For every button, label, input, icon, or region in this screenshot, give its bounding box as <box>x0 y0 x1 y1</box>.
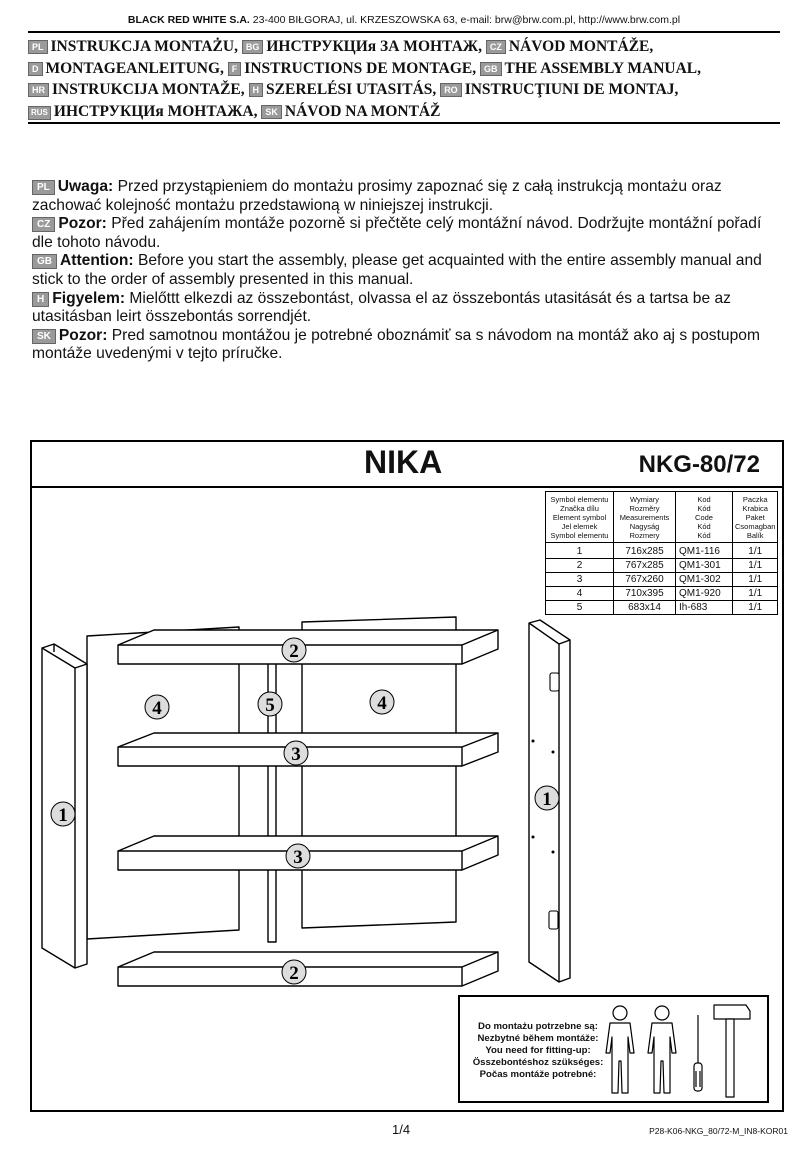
manual-titles <box>28 36 788 122</box>
lang-tag: PL <box>32 180 55 195</box>
svg-text:2: 2 <box>289 963 299 984</box>
header-code: Kod Kód Code Kód Kód <box>676 492 733 543</box>
lang-tag: PL <box>28 40 48 54</box>
title-text: THE ASSEMBLY MANUAL, <box>504 59 702 77</box>
title-text: MONTAGEANLEITUNG, <box>45 59 224 77</box>
title-text: ИНСТРУКЦИя ЗА МОНТАЖ, <box>266 38 483 55</box>
product-name: NIKA <box>364 444 443 480</box>
title-text: NÁVOD MONTÁŽE, <box>508 38 654 55</box>
title-line-4 <box>28 101 788 123</box>
product-code: NKG-80/72 <box>638 451 760 478</box>
note-label: Figyelem: <box>52 289 126 307</box>
screwdriver-icon <box>694 1015 702 1091</box>
parts-overview-box <box>30 440 784 1112</box>
note-text: Before you start the assembly, please get acquainted with the entire assembly manual and stick to the order of assembly presented in this manual. <box>32 252 762 288</box>
lang-tag: RO <box>440 83 462 97</box>
lang-tag: CZ <box>32 217 55 232</box>
lang-tag: RUS <box>28 106 51 120</box>
note-label: Pozor: <box>58 326 108 344</box>
lang-tag: SK <box>261 105 282 119</box>
lang-tag: GB <box>32 254 57 269</box>
header-size: Wymiary Rozměry Measurements Nagyság Rozmery <box>614 492 676 543</box>
header-symbol: Symbol elementu Značka dílu Element symbol Jel elemek Symbol elementu <box>546 492 614 543</box>
note-text: Před zahájením montáže pozorně si přečtěte celý montážní návod. Dodržujte montážní pořadí dle tohoto návodu. <box>32 215 762 251</box>
note-gb <box>32 252 784 289</box>
lang-tag: GB <box>480 62 502 76</box>
table-row: 3 767x260 QM1-302 1/1 <box>546 573 778 587</box>
table-row: 5 683x14 Ih-683 1/1 <box>546 601 778 615</box>
page-number: 1/4 <box>392 1122 411 1137</box>
document-code: P28-K06-NKG_80/72-M_IN8-KOR01 <box>649 1126 788 1136</box>
company-header <box>0 14 808 26</box>
note-label: Attention: <box>60 252 134 270</box>
lang-tag: BG <box>242 40 264 54</box>
shelf-bottom <box>118 952 498 986</box>
label-side-left <box>51 802 75 826</box>
lang-tag: D <box>28 62 43 76</box>
title-text: INSTRUCTIONS DE MONTAGE, <box>244 59 477 77</box>
note-cz <box>32 215 784 252</box>
shelf-top <box>118 630 498 664</box>
note-text: Pred samotnou montážou je potrebné oboznámiť sa s návodom na montáž ako aj s postupom montáže uvedenými v tejto príručke. <box>32 326 760 363</box>
label-back-left <box>145 695 169 719</box>
title-text: ИНСТРУКЦИя МОНТАЖА, <box>53 102 258 120</box>
hammer-icon <box>714 1005 750 1097</box>
title-text: INSTRUKCJA MONTAŻU, <box>50 38 238 55</box>
note-pl <box>32 178 784 215</box>
svg-text:5: 5 <box>265 695 275 716</box>
svg-text:3: 3 <box>293 847 303 868</box>
svg-text:1: 1 <box>542 789 552 810</box>
svg-text:2: 2 <box>289 641 299 662</box>
label-shelf-upper <box>284 741 308 765</box>
label-back-right <box>370 690 394 714</box>
note-label: Pozor: <box>58 215 107 233</box>
title-text: INSTRUCŢIUNI DE MONTAJ, <box>464 81 679 98</box>
note-text: Przed przystąpieniem do montażu prosimy zapoznać się z całą instrukcją montażu oraz zachować kolejność montażu przedstawioną w niniejszej instrukcji. <box>32 178 722 214</box>
label-shelf-lower <box>286 844 310 868</box>
lang-tag: HR <box>28 83 49 97</box>
note-label: Uwaga: <box>57 178 114 195</box>
note-text: Mielőttt elkezdi az összebontást, olvassa el az összebontás utasitását és a tartsa be az utasitásban leirt összebontás sorrendjét. <box>32 289 731 326</box>
title-text: SZERELÉSI UTASITÁS, <box>266 81 437 98</box>
svg-text:4: 4 <box>377 693 387 714</box>
title-line-1 <box>28 36 788 58</box>
title-line-2 <box>28 58 788 80</box>
label-strip <box>258 692 282 716</box>
note-sk <box>32 327 784 364</box>
assembly-notes <box>32 178 784 364</box>
svg-text:4: 4 <box>152 698 162 719</box>
back-panel-left <box>87 627 239 939</box>
person-icon <box>606 1006 634 1093</box>
lang-tag: H <box>249 83 264 97</box>
person-icon <box>648 1006 676 1093</box>
tools-needed-box <box>458 995 769 1103</box>
header-pack: Paczka Krabica Paket Csomagban Balík <box>733 492 778 543</box>
header-rule-top <box>28 31 780 33</box>
table-row: 2 767x285 QM1-301 1/1 <box>546 559 778 573</box>
label-top-shelf <box>282 638 306 662</box>
label-side-right <box>535 786 559 810</box>
svg-text:3: 3 <box>291 744 301 765</box>
table-row: 1 716x285 QM1-116 1/1 <box>546 543 778 559</box>
title-text: INSTRUKCIJA MONTAŽE, <box>52 81 245 98</box>
company-address: 23-400 BIŁGORAJ, ul. KRZESZOWSKA 63, e-mail: brw@brw.com.pl, http://www.brw.com.pl <box>252 14 681 26</box>
table-row: 4 710x395 QM1-920 1/1 <box>546 587 778 601</box>
strip-element <box>268 634 276 942</box>
lang-tag: F <box>228 62 242 76</box>
lang-tag: CZ <box>486 40 506 54</box>
title-text: NÁVOD NA MONTÁŽ <box>284 102 441 120</box>
lang-tag: H <box>32 292 49 307</box>
title-line-3 <box>28 79 788 101</box>
lang-tag: SK <box>32 329 56 344</box>
header-rule-bottom <box>28 122 780 124</box>
label-bottom-shelf <box>282 960 306 984</box>
tools-illustration <box>600 1001 768 1101</box>
note-h <box>32 290 784 327</box>
company-name: BLACK RED WHITE S.A. <box>127 14 250 26</box>
tools-needed-text: Do montażu potrzebne są: Nezbytné během montáže: You need for fitting-up: Összebontéshoz szükséges: Počas montáže potrebné: <box>472 1021 604 1080</box>
svg-text:1: 1 <box>58 805 68 826</box>
